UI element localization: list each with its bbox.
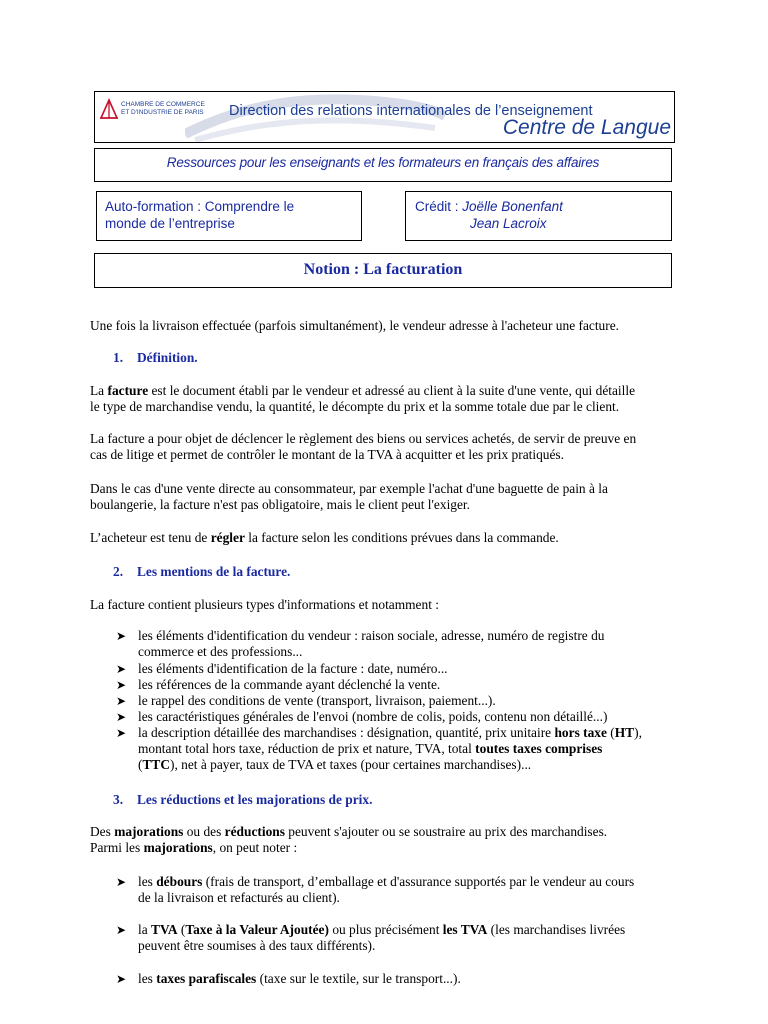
text: les éléments d'identification de la facture : date, numéro...	[138, 661, 448, 676]
section-3-heading	[113, 792, 372, 808]
term-ht: hors taxe	[554, 725, 607, 740]
term-majorations: majorations	[114, 824, 184, 839]
auto-formation-line-2: monde de l’entreprise	[105, 216, 235, 231]
text: commerce et des professions...	[138, 644, 303, 659]
text: les caractéristiques générales de l'envoi (nombre de colis, poids, contenu non détaillé...)	[138, 709, 608, 724]
definition-paragraph	[90, 383, 690, 415]
text: , on peut noter :	[212, 840, 298, 855]
text: peuvent s'ajouter ou se soustraire au prix des marchandises.	[284, 824, 608, 839]
list-item	[116, 693, 696, 709]
text: peuvent être soumises à des taux différents).	[138, 938, 376, 953]
text: les	[138, 971, 157, 986]
term-ttc: toutes taxes comprises	[475, 741, 603, 756]
section-1-heading	[113, 350, 198, 366]
term-debours: débours	[156, 874, 203, 889]
org-line-2: ET D'INDUSTRIE DE PARIS	[121, 109, 204, 116]
arrow-bullet-icon: ➤	[116, 678, 127, 692]
section-2-number: 2.	[113, 564, 124, 579]
section-2-title: Les mentions de la facture.	[137, 564, 291, 579]
direct-sale-paragraph	[90, 481, 690, 513]
payment-paragraph	[90, 530, 690, 546]
text: ou des	[183, 824, 225, 839]
text: (frais de transport, d’emballage et d'assurance supportés par le vendeur au cours	[202, 874, 635, 889]
auto-formation-box	[96, 191, 362, 241]
term-reductions: réductions	[224, 824, 285, 839]
arrow-bullet-icon: ➤	[116, 629, 127, 643]
text: le rappel des conditions de vente (transport, livraison, paiement...).	[138, 693, 496, 708]
centre-title: Centre de Langue	[502, 116, 671, 139]
majorations-paragraph	[90, 824, 690, 856]
list-item	[116, 628, 696, 660]
text: de la livraison et refacturés au client).	[138, 890, 340, 905]
credit-name-1: Joëlle Bonenfant	[462, 199, 563, 214]
arrow-bullet-icon: ➤	[116, 726, 127, 740]
purpose-paragraph	[90, 431, 690, 463]
org-name	[121, 101, 205, 117]
text: la facture selon les conditions prévues dans la commande.	[244, 530, 559, 545]
text: les éléments d'identification du vendeur : raison sociale, adresse, numéro de registre du	[138, 628, 605, 643]
list-item	[116, 922, 696, 954]
mentions-intro: La facture contient plusieurs types d'informations et notamment :	[90, 597, 439, 612]
list-item	[116, 725, 696, 773]
credit-box	[405, 191, 672, 241]
abbr-ttc: TTC	[142, 757, 171, 772]
abbr-ht: HT	[614, 725, 635, 740]
text: (	[606, 725, 615, 740]
text: Parmi les	[90, 840, 144, 855]
credit-label: Crédit :	[415, 199, 463, 214]
notion-box	[94, 253, 672, 288]
notion-title	[95, 261, 671, 279]
list-item	[116, 709, 696, 725]
text: ou plus précisément	[328, 922, 443, 937]
text: cas de litige et permet de contrôler le montant de la TVA à acquitter et les prix pratiqués.	[90, 447, 564, 462]
text: (	[138, 757, 143, 772]
term-taxes-parafiscales: taxes parafiscales	[156, 971, 257, 986]
text: ),	[634, 725, 642, 740]
credit-name-2: Jean Lacroix	[470, 216, 547, 231]
section-3-title: Les réductions et les majorations de prix.	[137, 792, 373, 807]
section-3-number: 3.	[113, 792, 124, 807]
text: les	[138, 874, 157, 889]
arrow-bullet-icon: ➤	[116, 694, 127, 708]
arrow-bullet-icon: ➤	[116, 710, 127, 724]
list-item	[116, 661, 696, 677]
section-1-number: 1.	[113, 350, 124, 365]
section-2-heading	[113, 564, 290, 580]
text: le type de marchandise vendu, la quantité, le décompte du prix et la somme totale due par le client.	[90, 399, 620, 414]
term-les-tva: les TVA	[442, 922, 488, 937]
section-1-title: Définition.	[137, 350, 198, 365]
text: ), net à payer, taux de TVA et taxes (pour certaines marchandises)...	[170, 757, 532, 772]
text: L’acheteur est tenu de	[90, 530, 211, 545]
cci-logo-icon	[99, 98, 119, 120]
ressources-box	[94, 148, 672, 182]
term-majorations: majorations	[143, 840, 213, 855]
text: les références de la commande ayant déclenché la vente.	[138, 677, 441, 692]
text: La facture a pour objet de déclencer le règlement des biens ou services achetés, de servir de preuve en	[90, 431, 637, 446]
term-tva: TVA	[151, 922, 178, 937]
notion-topic: La facturation	[363, 261, 463, 278]
arrow-bullet-icon: ➤	[116, 972, 127, 986]
text: la	[138, 922, 152, 937]
list-item	[116, 971, 696, 987]
term-tva-full: Taxe à la Valeur Ajoutée)	[185, 922, 329, 937]
text: montant total hors taxe, réduction de prix et nature, TVA, total	[138, 741, 476, 756]
header-box	[94, 91, 675, 143]
text: Dans le cas d'une vente directe au consommateur, par exemple l'achat d'une baguette de pain à la	[90, 481, 608, 496]
text: (	[177, 922, 186, 937]
term-regler: régler	[210, 530, 245, 545]
text: boulangerie, la facture n'est pas obligatoire, mais le client peut l'exiger.	[90, 497, 470, 512]
ressources-text: Ressources pour les enseignants et les formateurs en français des affaires	[166, 155, 600, 170]
text: Des	[90, 824, 115, 839]
arrow-bullet-icon: ➤	[116, 662, 127, 676]
arrow-bullet-icon: ➤	[116, 923, 127, 937]
text: est le document établi par le vendeur et adressé au client à la suite d'une vente, qui détaille	[148, 383, 636, 398]
arrow-bullet-icon: ➤	[116, 875, 127, 889]
direction-title: Direction des relations internationales de l’enseignement	[229, 103, 593, 119]
text: (taxe sur le textile, sur le transport...).	[256, 971, 461, 986]
org-line-1: CHAMBRE DE COMMERCE	[121, 101, 205, 108]
notion-label: Notion :	[303, 261, 364, 278]
list-item	[116, 874, 696, 906]
intro-paragraph: Une fois la livraison effectuée (parfois simultanément), le vendeur adresse à l'acheteur une facture.	[90, 318, 620, 333]
auto-formation-line-1: Auto-formation : Comprendre le	[105, 199, 295, 214]
text: La	[90, 383, 108, 398]
term-facture: facture	[107, 383, 149, 398]
text: (les marchandises livrées	[487, 922, 626, 937]
text: la description détaillée des marchandises : désignation, quantité, prix unitaire	[138, 725, 555, 740]
list-item	[116, 677, 696, 693]
